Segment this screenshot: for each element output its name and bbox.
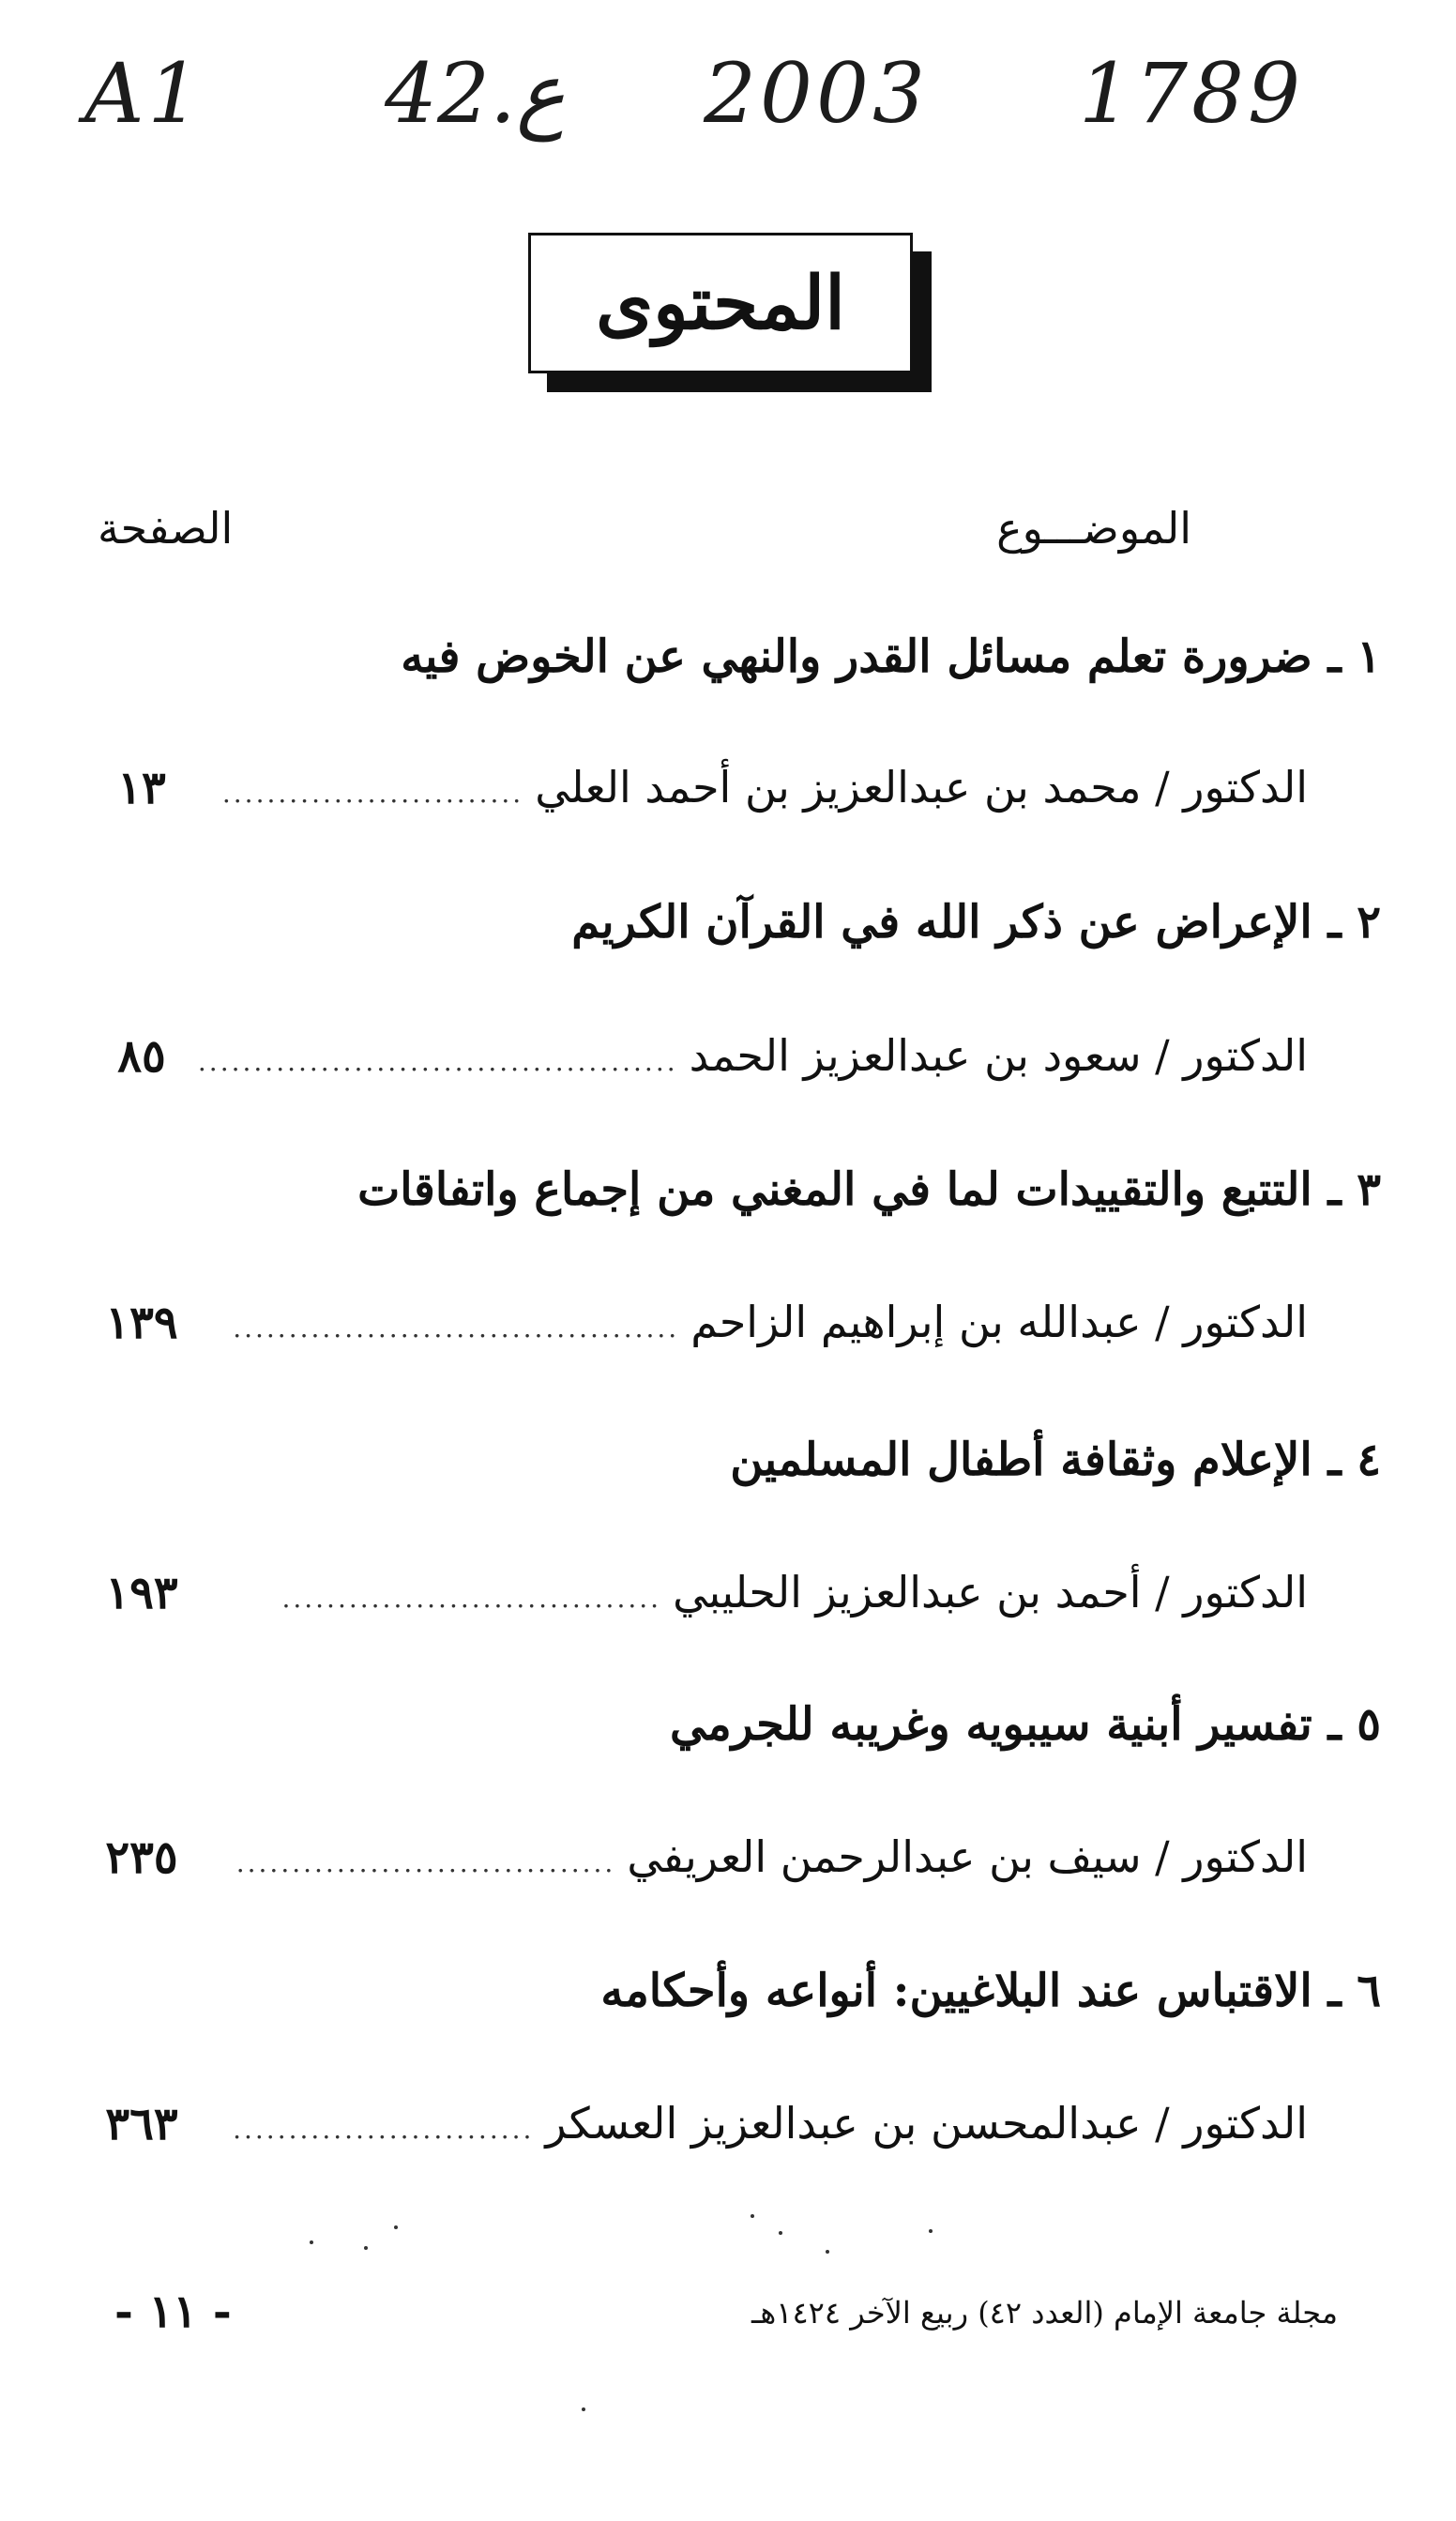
leader-dots: .................................. — [235, 1847, 616, 1878]
column-header-page: الصفحة — [98, 503, 234, 554]
leader-dots: .................................. — [281, 1583, 662, 1614]
entry-author-6: الدكتور / عبدالمحسن بن عبدالعزيز العسكر — [545, 2098, 1308, 2149]
entry-author-row-3 — [233, 1297, 1308, 1347]
scan-speck — [310, 2240, 313, 2244]
entry-title-3: ٣ ـ التتبع والتقييدات لما في المغني من إجماع واتفاقات — [357, 1163, 1381, 1216]
handwritten-code-1789: 1789 — [1079, 45, 1304, 142]
entry-page-5: ٢٣٥ — [105, 1831, 178, 1884]
handwritten-code-a1: A1 — [84, 45, 205, 142]
scan-speck — [929, 2229, 933, 2233]
handwritten-code-42: 42.ع — [385, 45, 566, 142]
footer-page-number: - ١١ - — [114, 2286, 232, 2338]
entry-title-1: ١ ـ ضرورة تعلم مسائل القدر والنهي عن الخوض فيه — [401, 630, 1381, 683]
entry-author-row-4 — [281, 1567, 1308, 1617]
entry-author-row-1 — [222, 762, 1308, 812]
entry-title-5: ٥ ـ تفسير أبنية سيبويه وغريبه للجرمي — [669, 1698, 1381, 1751]
footer-journal-info: مجلة جامعة الإمام (العدد ٤٢) ربيع الآخر ١٤٢٤هـ — [751, 2295, 1338, 2331]
page-title: المحتوى — [596, 260, 845, 346]
scan-speck — [751, 2214, 754, 2218]
title-box — [528, 233, 913, 373]
entry-page-3: ١٣٩ — [105, 1297, 178, 1349]
entry-author-1: الدكتور / محمد بن عبدالعزيز بن أحمد العلي — [535, 762, 1308, 812]
leader-dots: ........................... — [221, 778, 524, 809]
scan-speck — [394, 2225, 398, 2229]
entry-page-1: ١٣ — [117, 762, 166, 814]
scan-speck — [364, 2246, 368, 2250]
scan-speck — [779, 2231, 782, 2235]
entry-page-6: ٣٦٣ — [105, 2098, 178, 2150]
entry-author-3: الدكتور / عبدالله بن إبراهيم الزاحم — [690, 1297, 1308, 1347]
entry-title-4: ٤ ـ الإعلام وثقافة أطفال المسلمين — [730, 1434, 1381, 1486]
entry-page-4: ١٩٣ — [105, 1567, 178, 1619]
entry-author-4: الدكتور / أحمد بن عبدالعزيز الحليبي — [673, 1567, 1308, 1617]
leader-dots: ........................................ — [233, 1313, 680, 1344]
entry-title-2: ٢ ـ الإعراض عن ذكر الله في القرآن الكريم — [571, 896, 1381, 949]
entry-author-5: الدكتور / سيف بن عبدالرحمن العريفي — [627, 1831, 1308, 1882]
entry-author-2: الدكتور / سعود بن عبدالعزيز الحمد — [689, 1030, 1308, 1081]
scan-speck — [826, 2250, 829, 2254]
entry-title-6: ٦ ـ الاقتباس عند البلاغيين: أنواعه وأحكامه — [600, 1965, 1381, 2017]
entry-author-row-6 — [233, 2098, 1308, 2149]
scan-speck — [582, 2407, 585, 2411]
entry-page-2: ٨٥ — [117, 1030, 166, 1083]
entry-author-row-5 — [236, 1831, 1308, 1882]
handwritten-code-2003: 2003 — [704, 45, 929, 142]
column-header-topic: الموضـــوع — [996, 503, 1191, 554]
leader-dots: ........................... — [233, 2114, 535, 2145]
entry-author-row-2 — [198, 1030, 1308, 1081]
leader-dots: ........................................... — [197, 1046, 678, 1077]
